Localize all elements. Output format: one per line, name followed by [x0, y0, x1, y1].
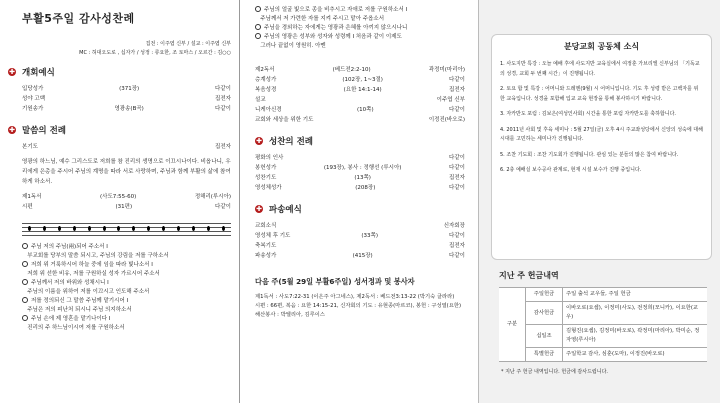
order-row: 기원송가 영광송(B곡) 다같이 [22, 106, 231, 112]
table-row: 구분 주일헌금 주일 출석 교우들, 주일 헌금 [499, 288, 707, 302]
order-row: 제2독서 (베드전2:2-10) 곽정미(마리아) [255, 67, 465, 73]
notice-item: 1. 사도지반 특강 : 오늘 예배 후에 사도지반 교육실에서 여정훈 가브리엘 신부님의 「기독교의 성경, 교회 두 번째 시간」이 진행됩니다. [500, 61, 700, 77]
notice-item: 3. 자카반도 포럼 : 김보은(여성인사회) 시간을 통한 포럼 자카반도를 축하합니다. [500, 111, 676, 117]
psalm-line: 진리의 주 하느님이시여 저를 구원하소서 [27, 325, 125, 331]
right-column [478, 0, 720, 403]
table-row: 십일조 김형진(요셉), 김정미(바오로), 곽정미(마리아), 박미순, 정자영(루시아) [499, 325, 707, 348]
section-eucharist: ✚ 성찬의 전례 [256, 137, 314, 147]
order-row: 영성체성가 (208장) 다같이 [255, 185, 465, 191]
left-column [0, 0, 240, 403]
psalm-line: 주님 저의 주님(兩)되어 주소서 Ⅰ [22, 243, 231, 252]
order-row: 봉헌성가 (193장), 봉사 : 정행선 (루시아) 다같이 [255, 165, 465, 171]
order-row: 성찬기도 (13쪽) 집전자 [255, 175, 465, 181]
page-title: 부활5주일 감사성찬례 [22, 12, 135, 25]
cross-icon: ✚ [9, 126, 15, 134]
order-row: 성야 고백 집전자 [22, 96, 231, 102]
order-row: 파송성가 (415장) 다같이 [255, 253, 465, 259]
psalm-line: 그러나 끝없이 영원히. 아멘 [260, 43, 326, 49]
order-row: 영성체 후 기도 (33쪽) 다같이 [255, 233, 465, 239]
psalm-line: 주님을 경외하는 자에게는 영광과 은혜를 아끼지 않으시나니 [255, 24, 465, 33]
psalm-line: 주님은 저의 피난처 되시니 주님 의지하소서 [27, 307, 132, 313]
next-week-line: 제1독서 : 사도7:22-31 (이은주 아그네스), 제2독서 : 베드전3:13-22 (박기숙 클라라) [255, 294, 455, 300]
section-word: ✚ 말씀의 전례 [9, 126, 67, 136]
finance-table [499, 287, 707, 362]
table-row: 특별헌금 주일학교 감사, 심훈(도마), 이정진(바오로) [499, 348, 707, 362]
cross-icon: ✚ [256, 205, 262, 213]
order-row: 평화의 인사 다같이 [255, 155, 465, 161]
table-row: 감사헌금 이바오로(요셉), 이정미(사도), 전정희(모니카), 이요한(교우) [499, 302, 707, 325]
section-sending: ✚ 파송예식 [256, 205, 302, 215]
finance-label: 구분 [499, 288, 526, 362]
notice-item: 2. 토요 합 및 특강 : 어머니와 드레헨(9월) 시 어머니입니다. 기도 후 성령 받은 고백자를 위한 교육입니다. 성경을 포함해 입교 교육 현장을 통해 봉사하시기 바랍니다. [500, 86, 699, 102]
order-row: 복음성경 (요한 14:1-14) 집전자 [255, 87, 465, 93]
reading-row: 시편 (31편) 다같이 [22, 204, 231, 210]
officers-line: 집전 : 이주엽 신부 / 설교 : 이주엽 신부 [145, 41, 231, 47]
notice-box [491, 34, 712, 260]
psalm-line: 주님의 얼굴 빛으로 종을 비추시고 자애로 저를 구원하소서 Ⅰ [255, 6, 465, 15]
psalm-line: 저희 위 거룩하시어 하늘 중에 임을 따라 빛나소서 Ⅰ [22, 261, 231, 270]
order-row: 축복기도 집전자 [255, 243, 465, 249]
order-row: 층계성가 (102장, 1~3절) 다같이 [255, 77, 465, 83]
roles-line: MC : 허대오도로 , 십자가 / 성정 : 류요한, 조 토마스 / 오르간 : 김○○ [79, 50, 231, 56]
psalm-line: 주님의 영광은 성부와 성자와 성령께 Ⅰ 처음과 같이 이제도 [255, 33, 465, 42]
cross-icon: ✚ [256, 137, 262, 145]
psalm-line: 주님의 이름을 위하여 저를 이끄시고 인도해 주소서 [27, 289, 150, 295]
order-row: 본기도 집전자 [22, 144, 231, 150]
next-week-line: 시편 : 66편, 복음 : 요한 14:15-21, 신자회의 기도 : 유현종(마르코), 봉헌 : 구성열(요한) [255, 303, 462, 309]
next-week-line: 해산봉사 : 박엘리아, 김루이스 [255, 312, 325, 318]
notice-item: 4. 2011년 사회 및 후육 세미나 : 5월 27일(금) 오후 4시 주교좌성당에서 신앙의 성숙에 대해 시대를 고민하는 세미나가 진행됩니다. [500, 126, 703, 142]
notice-item: 5. 조찬 기도회 : 조찬 기도회가 진행됩니다. 관심 있는 분들의 많은 참여 바랍니다. [500, 151, 679, 158]
section-opening: ✚ 개회예식 [9, 68, 55, 78]
psalm-line: 주님께서 저 가련한 자를 지켜 주시고 맡아 주옵소서 [260, 16, 385, 22]
collect-prayer: 영광의 하느님, 예수 그리스도로 저희를 참 진리의 생명으로 이끄시나이다. 비옵나니, 우리에게 은총을 주시어 주님의 계명을 따라 서로 사랑하며, 주님과 함께 부활의 삶에 참여하게 하소서. [22, 159, 231, 185]
order-row: 입당성가 (371장) 다같이 [22, 86, 231, 92]
order-row: 니케아신경 (10쪽) 다같이 [255, 107, 465, 113]
notice-item: 6. 2층 예배실 보수공사 관계로, 현재 시설 보수가 진행 중입니다. [500, 167, 642, 173]
music-staff [22, 220, 231, 237]
psalm-line: 부교회를 당부의 말씀 되시고, 주님의 강림을 저를 구하소서 [27, 253, 169, 259]
order-row: 설교 이주엽 신부 [255, 97, 465, 103]
psalm-line: 저를 정의되신 그 말씀 주님께 맡기시어 Ⅰ [22, 297, 231, 306]
notice-title: 분당교회 공동체 소식 [563, 42, 640, 51]
finance-title: 지난 주 헌금내역 [499, 271, 559, 280]
reading-row: 제1독서 (사도7:55-60) 정해리(루시아) [22, 194, 231, 200]
psalm-line: 주님께서 저의 바위와 성채시니 Ⅰ [22, 279, 231, 288]
psalm-line: 주님 손에 제 영혼을 맡기나이다 Ⅰ [22, 315, 231, 324]
middle-column [241, 0, 473, 403]
order-row: 교회와 세상을 위한 기도 이정진(바오로) [255, 117, 465, 123]
psalm-line: 저희 위 선한 비유, 저를 구원하실 성자 가르시어 주소서 [27, 271, 160, 277]
cross-icon: ✚ [9, 68, 15, 76]
next-week-heading: 다음 주(5월 29일 부활6주일) 성서정과 및 봉사자 [255, 277, 415, 286]
finance-note: * 지난 주 헌금 내역입니다. 헌금에 감사드립니다. [501, 369, 608, 375]
order-row: 교회소식 신자회장 [255, 223, 465, 229]
